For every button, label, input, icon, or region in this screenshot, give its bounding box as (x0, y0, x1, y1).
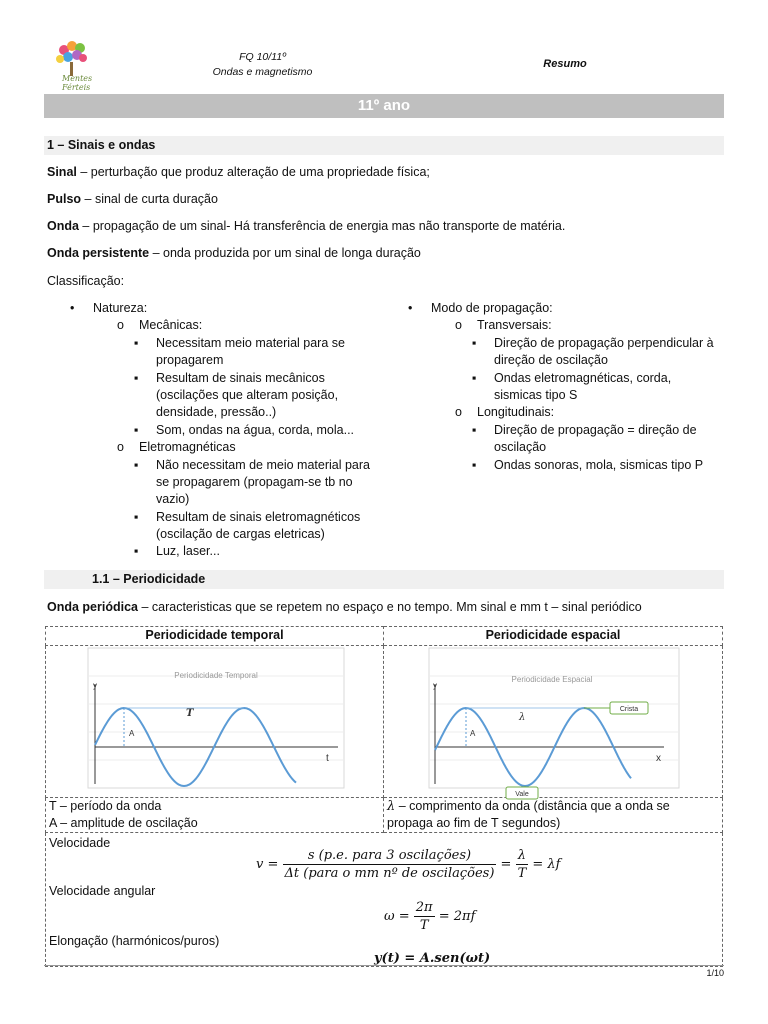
section1-title: 1 – Sinais e ondas (44, 136, 724, 155)
header-doc-type: Resumo (543, 58, 587, 70)
formulas-cell (46, 833, 723, 967)
velocity-equation: v = $\frac{\text{s (p.e. para 3 oscilações)}}{\text{Δt (para o mm nº de oscilações)}}$ = $\frac{\lambda}{T}$ = λf (256, 848, 561, 881)
velocity-label: Velocidade (49, 836, 111, 850)
periodicity-table (45, 626, 722, 967)
periodic-wave-definition: Onda periódica – caracteristicas que se repetem no espaço e no tempo. Mm sinal e mm t – sinal periódico (47, 600, 642, 614)
col1-header: Periodicidade temporal (46, 627, 384, 646)
chart-spatial-title: Periodicidade Espacial (511, 675, 593, 684)
footer-divider (44, 965, 724, 966)
elongation-label: Elongação (harmónicos/puros) (49, 934, 220, 948)
chart-temporal-ylabel: y (93, 681, 97, 690)
chart-spatial (384, 646, 723, 798)
elongation-equation: y(t) = A.sen(ωt) (374, 951, 491, 966)
chart-temporal-xlabel: t (326, 753, 329, 764)
angular-velocity-label: Velocidade angular (49, 884, 156, 898)
definition-onda: Onda – propagação de um sinal- Há transferência de energia mas não transporte de matéria. (47, 219, 566, 233)
header-topic: Ondas e magnetismo (212, 66, 313, 78)
definition-pulso: Pulso – sinal de curta duração (47, 192, 218, 206)
page-number: 1/10 (706, 968, 724, 978)
spatial-description: λ – comprimento da onda (distância que a onda se propaga ao fim de T segundos) (384, 798, 723, 833)
chart-spatial-amp: A (470, 729, 476, 738)
chart-temporal-cell (46, 646, 384, 798)
chart-temporal-marker: T (186, 708, 194, 719)
temporal-description: T – período da onda A – amplitude de oscilação (46, 798, 384, 833)
definition-onda-persistente: Onda persistente – onda produzida por um sinal de longa duração (47, 246, 421, 260)
definition-sinal: Sinal – perturbação que produz alteração de uma propriedade física; (47, 165, 430, 179)
header-subject: FQ 10/11º (239, 51, 286, 63)
chart-spatial-crest: Crista (619, 706, 639, 713)
chart-spatial-trough: Vale (515, 791, 529, 798)
chart-spatial-marker: λ (519, 712, 526, 723)
section11-title: 1.1 – Periodicidade (44, 570, 724, 589)
classification-label: Classificação: (47, 274, 125, 288)
classification-left-column: • Natureza: o Mecânicas: ▪ Necessitam meio material para se propagarem ▪ Resultam de sinais mecânicos (oscilações que alteram posição, densidade, pressão..) ▪ Som, ondas na água, corda, mola... o Eletromagnéticas ▪ Não necessitam de meio material para se propagarem (propagam-se tb no vazio) ▪ Resultam de sinais eletromagnéticos (oscilação de cargas eletricas) ▪ Luz, laser... (70, 301, 370, 559)
chart-temporal-amp: A (129, 729, 135, 738)
chart-spatial-cell (384, 646, 723, 798)
chart-spatial-xlabel: x (656, 753, 661, 764)
col2-header: Periodicidade espacial (384, 627, 723, 646)
chart-spatial-ylabel: y (433, 681, 437, 690)
chart-temporal-title: Periodicidade Temporal (174, 671, 258, 680)
angular-velocity-equation: ω = $\frac{2\pi}{T}$ = 2πf (384, 900, 476, 933)
header-subject-block (170, 50, 355, 80)
grade-title-bar: 11º ano (44, 94, 724, 118)
logo-text: Mentes Férteis (62, 74, 93, 92)
classification-right-column: • Modo de propagação: o Transversais: ▪ Direção de propagação perpendicular à direção de oscilação ▪ Ondas eletromagnéticas, corda, sismicas tipo S o Longitudinais: ▪ Direção de propagação = direção de oscilação ▪ Ondas sonoras, mola, sismicas tipo P (408, 301, 714, 472)
chart-temporal (46, 646, 384, 792)
